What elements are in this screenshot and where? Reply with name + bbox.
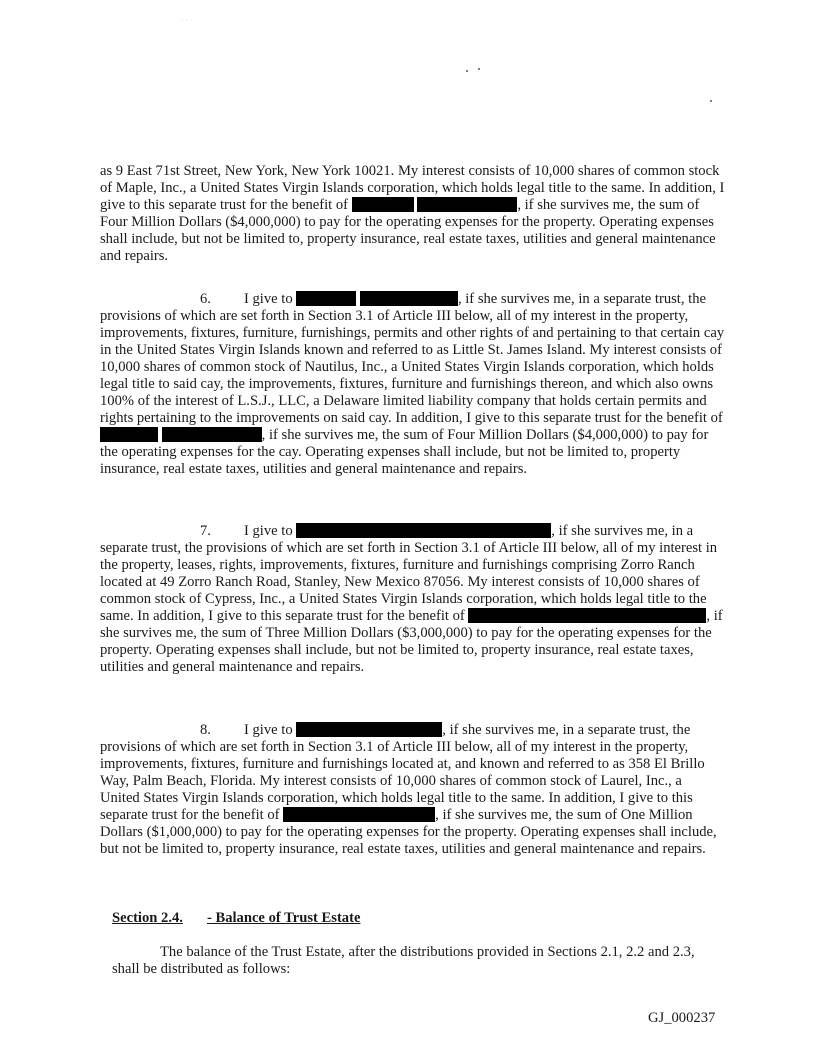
redaction-bar bbox=[296, 291, 356, 306]
paragraph-number: 7. bbox=[200, 523, 211, 539]
balance-paragraph: The balance of the Trust Estate, after the distributions provided in Sections 2.1, 2.2 and 2.3, shall be distributed as follows: bbox=[112, 944, 695, 977]
redaction-bar bbox=[352, 197, 414, 212]
paragraph-7: 7. I give to , if she survives me, in a separate trust, the provisions of which are set forth in Section 3.1 of Article III below, all of my interest in the property, leases, rights, improvements, fixtures, furniture and furnishings comprising Zorro Ranch located at 49 Zorro Ranch Road, Stanley, New Mexico 87056. My interest consists of 10,000 shares of common stock of Cypress, Inc., a United States Virgin Islands corporation, which holds legal title to the same. In addition, I give to this separate trust for the benefit of , if she survives me, the sum of Three Million Dollars ($3,000,000) to pay for the operating expenses for the property. Operating expenses shall include, but not be limited to, property insurance, real estate taxes, utilities and general maintenance and repairs. bbox=[100, 523, 723, 675]
faint-header-text: ... bbox=[180, 10, 195, 24]
scan-speck bbox=[710, 100, 712, 102]
paragraph-6: 6. I give to , if she survives me, in a separate trust, the provisions of which are set forth in Section 3.1 of Article III below, all of my interest in the property, improvements, fixtures, furniture, furnishings, permits and other rights of and pertaining to that certain cay in the United States Virgin Islands known and referred to as Little St. James Island. My interest consists of 10,000 shares of common stock of Nautilus, Inc., a United States Virgin Islands corporation, which holds legal title to said cay, the improvements, fixtures, furniture and furnishings thereon, and which also owns 100% of the interest of L.S.J., LLC, a Delaware limited liability company that holds certain permits and rights pertaining to the improvements on said cay. In addition, I give to this separate trust for the benefit of , if she survives me, the sum of Four Million Dollars ($4,000,000) to pay for the operating expenses for the cay. Operating expenses shall include, but not be limited to, property insurance, real estate taxes, utilities and general maintenance and repairs. bbox=[100, 291, 725, 477]
paragraph-8: 8. I give to , if she survives me, in a separate trust, the provisions of which are set forth in Section 3.1 of Article III below, all of my interest in the property, improvements, fixtures, furniture and furnishings located at, and known and referred to as 358 El Brillo Way, Palm Beach, Florida. My interest consists of 10,000 shares of common stock of Laurel, Inc., a United States Virgin Islands corporation, which holds legal title to the same. In addition, I give to this separate trust for the benefit of , if she survives me, the sum of One Million Dollars ($1,000,000) to pay for the operating expenses for the property. Operating expenses shall include, but not be limited to, property insurance, real estate taxes, utilities and general maintenance and repairs. bbox=[100, 722, 717, 857]
redaction-bar bbox=[417, 197, 517, 212]
redaction-bar bbox=[468, 608, 706, 623]
redaction-bar bbox=[296, 523, 551, 538]
paragraph-number: 8. bbox=[200, 722, 211, 738]
paragraph-continuation: as 9 East 71st Street, New York, New York 10021. My interest consists of 10,000 shares of common stock of Maple, Inc., a United States Virgin Islands corporation, which holds legal title to the same. In addition, I give to this separate trust for the benefit of , if she survives me, the sum of Four Million Dollars ($4,000,000) to pay for the operating expenses for the property. Operating expenses shall include, but not be limited to, property insurance, real estate taxes, utilities and general maintenance and repairs. bbox=[100, 163, 725, 264]
paragraph-number: 6. bbox=[200, 291, 211, 307]
redaction-bar bbox=[162, 427, 262, 442]
section-heading bbox=[112, 910, 360, 927]
redaction-bar bbox=[283, 807, 435, 822]
redaction-bar bbox=[100, 427, 158, 442]
redaction-bar bbox=[360, 291, 458, 306]
scan-speck bbox=[466, 70, 468, 72]
section-title: - Balance of Trust Estate bbox=[206, 910, 361, 926]
scan-speck bbox=[478, 68, 480, 70]
bates-number: GJ_000237 bbox=[648, 1010, 716, 1026]
redaction-bar bbox=[296, 722, 442, 737]
section-number: Section 2.4. bbox=[112, 910, 183, 926]
